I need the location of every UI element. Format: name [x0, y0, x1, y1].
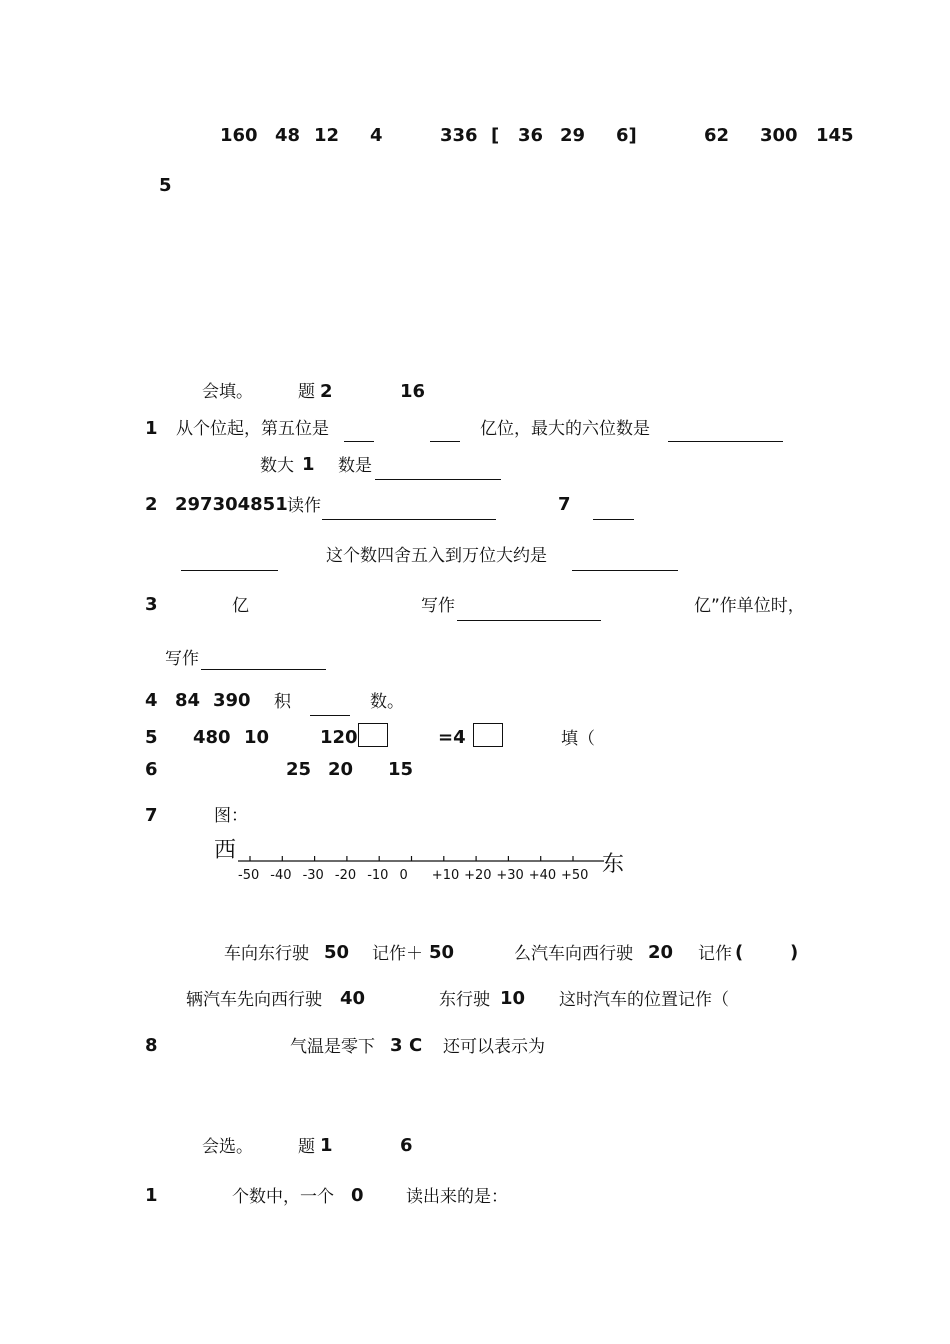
header-text: 题	[298, 382, 315, 402]
question-value: 10	[244, 727, 270, 748]
question-text: 辆汽车先向西行驶	[186, 990, 322, 1010]
question-value: 15	[388, 759, 414, 780]
question-text: 亿	[232, 596, 249, 616]
question-text: 从个位起，第五位是	[176, 419, 329, 439]
tick-label: -40	[270, 868, 292, 883]
answer-paren-close: )	[790, 942, 799, 963]
answer-blank[interactable]	[375, 479, 501, 480]
top-num: 336	[440, 125, 478, 146]
answer-blank[interactable]	[201, 669, 326, 670]
tick-label: +40	[528, 868, 557, 883]
question-value: 297304851	[175, 494, 288, 515]
answer-blank[interactable]	[572, 570, 678, 571]
question-number: 4	[145, 690, 158, 711]
question-number: 2	[145, 494, 158, 515]
tick-label: -30	[302, 868, 324, 883]
question-text: 读出来的是：	[406, 1187, 508, 1207]
question-value: 3	[390, 1035, 403, 1056]
answer-blank[interactable]	[310, 715, 350, 716]
answer-paren-open: (	[735, 942, 744, 963]
question-number: 1	[145, 418, 158, 439]
question-number: 8	[145, 1035, 158, 1056]
question-text: 读作	[287, 496, 321, 516]
question-text: 数大	[260, 456, 294, 476]
question-text: 车向东行驶	[224, 944, 309, 964]
question-text: 写作	[421, 596, 455, 616]
question-value: 120	[320, 727, 358, 748]
question-value: 480	[193, 727, 231, 748]
tick-label: -50	[238, 868, 260, 883]
question-text: 这个数四舍五入到万位大约是	[326, 546, 547, 566]
answer-blank[interactable]	[344, 441, 374, 442]
question-value: 10	[500, 988, 526, 1009]
question-number: 6	[145, 759, 158, 780]
top-num: 62	[704, 125, 730, 146]
header-text: 题	[298, 1137, 315, 1157]
question-text: 填（	[561, 729, 595, 749]
question-value: 20	[648, 942, 674, 963]
question-value: 7	[558, 494, 571, 515]
question-text: 东行驶	[439, 990, 490, 1010]
question-value: 50	[324, 942, 350, 963]
west-label: 西	[214, 838, 237, 863]
question-text: 气温是零下	[290, 1037, 375, 1057]
answer-blank[interactable]	[322, 519, 496, 520]
temperature-unit: C	[409, 1035, 423, 1056]
question-text: 记作＋	[372, 944, 423, 964]
top-num: 29	[560, 125, 586, 146]
answer-box[interactable]	[358, 723, 388, 747]
answer-blank[interactable]	[593, 519, 634, 520]
question-value: 40	[340, 988, 366, 1009]
tick-label: +10	[431, 868, 460, 883]
question-text: 数。	[370, 692, 404, 712]
question-text: 个数中，一个	[232, 1187, 334, 1207]
header-text: 会选。	[202, 1137, 253, 1157]
tick-label: +30	[496, 868, 524, 883]
answer-box[interactable]	[473, 723, 503, 747]
answer-blank[interactable]	[181, 570, 278, 571]
tick-label: +50	[561, 868, 589, 883]
question-value: 390	[213, 690, 251, 711]
top-num: [	[491, 125, 500, 146]
question-number: 5	[145, 727, 158, 748]
answer-blank[interactable]	[668, 441, 783, 442]
question-number: 1	[145, 1185, 158, 1206]
tick-label: +20	[464, 868, 492, 883]
top-num: 4	[370, 125, 383, 146]
question-text: 亿位，最大的六位数是	[480, 419, 650, 439]
question-value: 84	[175, 690, 201, 711]
top-num: 36	[518, 125, 544, 146]
header-score: 16	[400, 381, 426, 402]
question-number: 3	[145, 594, 158, 615]
header-text: 会填。	[202, 382, 253, 402]
question-number: 7	[145, 805, 158, 826]
header-score: 6	[400, 1135, 413, 1156]
top-num: 145	[816, 125, 854, 146]
top-num: 12	[314, 125, 340, 146]
question-value: 50	[429, 942, 455, 963]
question-number-inline: 1	[302, 454, 315, 475]
east-label: 东	[602, 852, 625, 877]
top-num-five: 5	[159, 175, 172, 196]
answer-blank[interactable]	[430, 441, 460, 442]
tick-label: 0	[399, 868, 408, 883]
question-text: 写作	[165, 649, 199, 669]
question-text: 积	[274, 692, 291, 712]
top-num: 300	[760, 125, 798, 146]
answer-blank[interactable]	[457, 620, 601, 621]
top-num: 6]	[616, 125, 637, 146]
header-count: 2	[320, 381, 333, 402]
question-text: 么汽车向西行驶	[514, 944, 633, 964]
tick-label: -10	[367, 868, 389, 883]
question-value: =4	[438, 727, 466, 748]
question-value: 25	[286, 759, 312, 780]
question-text: 数是	[338, 456, 372, 476]
question-text: 亿”作单位时，	[694, 596, 805, 616]
top-num: 48	[275, 125, 301, 146]
header-count: 1	[320, 1135, 333, 1156]
question-text: 还可以表示为	[443, 1037, 545, 1057]
top-num: 160	[220, 125, 258, 146]
question-text: 这时汽车的位置记作（	[559, 990, 729, 1010]
question-text: 记作	[698, 944, 732, 964]
question-value: 20	[328, 759, 354, 780]
question-text: 图：	[214, 806, 248, 826]
tick-label: -20	[334, 868, 357, 883]
question-value: 0	[351, 1185, 364, 1206]
